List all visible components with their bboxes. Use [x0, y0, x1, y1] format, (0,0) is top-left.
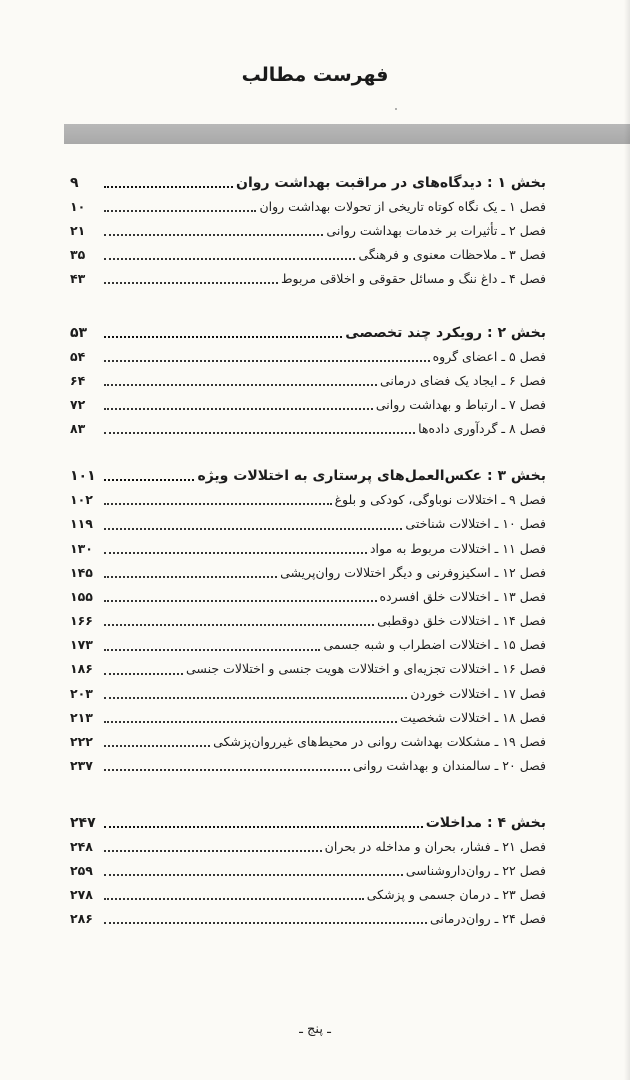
page-number: ۲۵۹: [70, 863, 93, 878]
dot-leader: [104, 576, 277, 578]
toc-chapter-row[interactable]: [70, 609, 546, 633]
toc-chapter-row[interactable]: [70, 488, 546, 512]
chapter-title: فصل ۵ ـ اعضای گروه: [432, 349, 546, 364]
toc-part-heading[interactable]: [70, 318, 546, 345]
page-number: ۲۰۳: [70, 685, 93, 701]
page-title: فهرست مطالب: [241, 64, 389, 86]
toc-chapter-row[interactable]: [70, 633, 546, 657]
dot-leader: [104, 234, 323, 236]
chapter-title: فصل ۱۴ ـ اختلالات خلق دوقطبی: [377, 613, 546, 629]
toc-chapter-row[interactable]: [70, 537, 546, 561]
chapter-title: فصل ۲۰ ـ سالمندان و بهداشت روانی: [352, 758, 546, 774]
dot-leader: [104, 721, 397, 723]
page-number-footer: ـ پنج ـ: [299, 1022, 331, 1037]
toc-chapter-row[interactable]: [70, 730, 546, 754]
toc-chapter-row[interactable]: [70, 369, 546, 393]
dot-leader: [104, 210, 256, 212]
toc-part-heading[interactable]: [70, 168, 546, 195]
part-title: بخش ۲ : رویکرد چند تخصصی: [345, 325, 546, 341]
dot-leader: [104, 850, 322, 852]
chapter-title: فصل ۱۸ ـ اختلالات شخصیت: [399, 709, 546, 725]
dot-leader: [104, 697, 407, 699]
dot-leader: [104, 600, 377, 602]
dot-leader: [104, 552, 367, 554]
page-number: ۱۶۶: [70, 613, 93, 629]
page-number: ۱۸۶: [70, 661, 93, 677]
page-number: ۷۲: [70, 397, 86, 412]
dot-leader: [104, 432, 415, 434]
dot-leader: [104, 922, 427, 924]
page-number: ۵۳: [70, 325, 88, 341]
chapter-title: فصل ۲۴ ـ روان‌درمانی: [429, 911, 546, 926]
part-title: بخش ۳ : عکس‌العمل‌های پرستاری به اختلالات ویژه: [197, 467, 546, 484]
chapter-title: فصل ۲۱ ـ فشار، بحران و مداخله در بحران: [324, 839, 546, 854]
chapter-title: فصل ۹ ـ اختلالات نوباوگی، کودکی و بلوغ: [334, 492, 546, 508]
toc-part-heading[interactable]: [70, 464, 546, 488]
part-title: بخش ۴ : مداخلات: [425, 815, 546, 831]
toc-chapter-row[interactable]: [70, 195, 546, 219]
dot-leader: [104, 479, 194, 481]
chapter-title: فصل ۱۲ ـ اسکیزوفرنی و دیگر اختلالات روان‌پریشی: [280, 564, 546, 580]
dot-leader: [104, 649, 320, 651]
chapter-title: فصل ۶ ـ ایجاد یک فضای درمانی: [380, 373, 546, 388]
page-number: ۹: [70, 175, 79, 191]
toc-chapter-row[interactable]: [70, 859, 546, 883]
chapter-title: فصل ۱۳ ـ اختلالات خلق افسرده: [379, 588, 546, 604]
chapter-title: فصل ۷ ـ ارتباط و بهداشت روانی: [375, 397, 546, 412]
page-number: ۱۱۹: [70, 516, 93, 532]
page-number: ۴۳: [70, 271, 86, 286]
toc-chapter-row[interactable]: [70, 682, 546, 706]
toc-chapter-row[interactable]: [70, 754, 546, 778]
dot-leader: [104, 258, 355, 260]
chapter-title: فصل ۱ ـ یک نگاه کوتاه تاریخی از تحولات بهداشت روان: [259, 199, 546, 214]
page-number: ۱۳۰: [70, 540, 93, 556]
dot-leader: [104, 769, 350, 771]
dot-leader: [104, 408, 373, 410]
dot-leader: [104, 826, 423, 828]
toc-chapter-row[interactable]: [70, 417, 546, 441]
chapter-title: فصل ۱۷ ـ اختلالات خوردن: [410, 685, 546, 701]
toc-chapter-row[interactable]: [70, 219, 546, 243]
page-number: ۱۰۱: [70, 467, 96, 484]
chapter-title: فصل ۱۶ ـ اختلالات تجزیه‌ای و اختلالات هویت جنسی و اختلالات جنسی: [186, 661, 546, 677]
chapter-title: فصل ۱۵ ـ اختلالات اضطراب و شبه جسمی: [323, 637, 546, 653]
toc-chapter-row[interactable]: [70, 393, 546, 417]
toc-part-heading[interactable]: [70, 808, 546, 835]
dot-leader: [104, 503, 332, 505]
toc-chapter-row[interactable]: [70, 835, 546, 859]
page-number: ۱۰۲: [70, 492, 93, 508]
page-edge-shadow: [624, 0, 630, 1080]
toc-chapter-row[interactable]: [70, 585, 546, 609]
chapter-title: فصل ۱۱ ـ اختلالات مربوط به مواد: [369, 540, 546, 556]
chapter-title: فصل ۱۹ ـ مشکلات بهداشت روانی در محیط‌های غیرروان‌پزشکی: [213, 734, 546, 750]
toc-chapter-row[interactable]: [70, 883, 546, 907]
paper-speck: [395, 108, 397, 110]
part-title: بخش ۱ : دیدگاه‌های در مراقبت بهداشت روان: [236, 175, 546, 191]
toc-chapter-row[interactable]: [70, 907, 546, 931]
page-number: ۵۴: [70, 349, 86, 364]
chapter-title: فصل ۲۲ ـ روان‌داروشناسی: [405, 863, 546, 878]
page-number: ۱۰: [70, 199, 86, 214]
toc-chapter-row[interactable]: [70, 345, 546, 369]
toc-chapter-row[interactable]: [70, 512, 546, 536]
page-number: ۱۷۳: [70, 637, 93, 653]
dot-leader: [104, 624, 374, 626]
dot-leader: [104, 745, 210, 747]
chapter-title: فصل ۸ ـ گردآوری داده‌ها: [418, 421, 546, 436]
dot-leader: [104, 384, 377, 386]
dot-leader: [104, 282, 278, 284]
page-number: ۲۳۷: [70, 758, 93, 774]
chapter-title: فصل ۱۰ ـ اختلالات شناختی: [405, 516, 546, 532]
page-number: ۸۳: [70, 421, 86, 436]
chapter-title: فصل ۳ ـ ملاحظات معنوی و فرهنگی: [358, 247, 546, 262]
toc-chapter-row[interactable]: [70, 706, 546, 730]
dot-leader: [104, 874, 403, 876]
toc-chapter-row[interactable]: [70, 243, 546, 267]
chapter-title: فصل ۴ ـ داغ ننگ و مسائل حقوقی و اخلاقی مربوط: [280, 271, 546, 286]
chapter-title: فصل ۲۳ ـ درمان جسمی و پزشکی: [366, 887, 546, 902]
page-number: ۲۱: [70, 223, 86, 238]
dot-leader: [104, 336, 342, 338]
page-number: ۲۸۶: [70, 911, 93, 926]
page-number: ۲۷۸: [70, 887, 93, 902]
dot-leader: [104, 186, 233, 188]
toc-section-2: [70, 318, 546, 441]
page-number: ۱۴۵: [70, 564, 93, 580]
page-number: ۳۵: [70, 247, 86, 262]
toc-chapter-row[interactable]: [70, 658, 546, 682]
dot-leader: [104, 360, 430, 362]
toc-chapter-row[interactable]: [70, 561, 546, 585]
toc-section-3: [70, 464, 546, 778]
page-number: ۶۴: [70, 373, 86, 388]
dot-leader: [104, 528, 402, 530]
dot-leader: [104, 673, 183, 675]
page-number: ۲۱۳: [70, 709, 93, 725]
toc-chapter-row[interactable]: [70, 267, 546, 291]
toc-section-1: [70, 168, 546, 291]
chapter-title: فصل ۲ ـ تأثیرات بر خدمات بهداشت روانی: [326, 223, 546, 238]
header-bar: [64, 124, 630, 144]
page-number: ۲۴۸: [70, 839, 93, 854]
page-number: ۲۲۲: [70, 734, 93, 750]
page-number: ۱۵۵: [70, 588, 93, 604]
page-number: ۲۴۷: [70, 815, 96, 831]
dot-leader: [104, 898, 364, 900]
toc-section-4: [70, 808, 546, 931]
